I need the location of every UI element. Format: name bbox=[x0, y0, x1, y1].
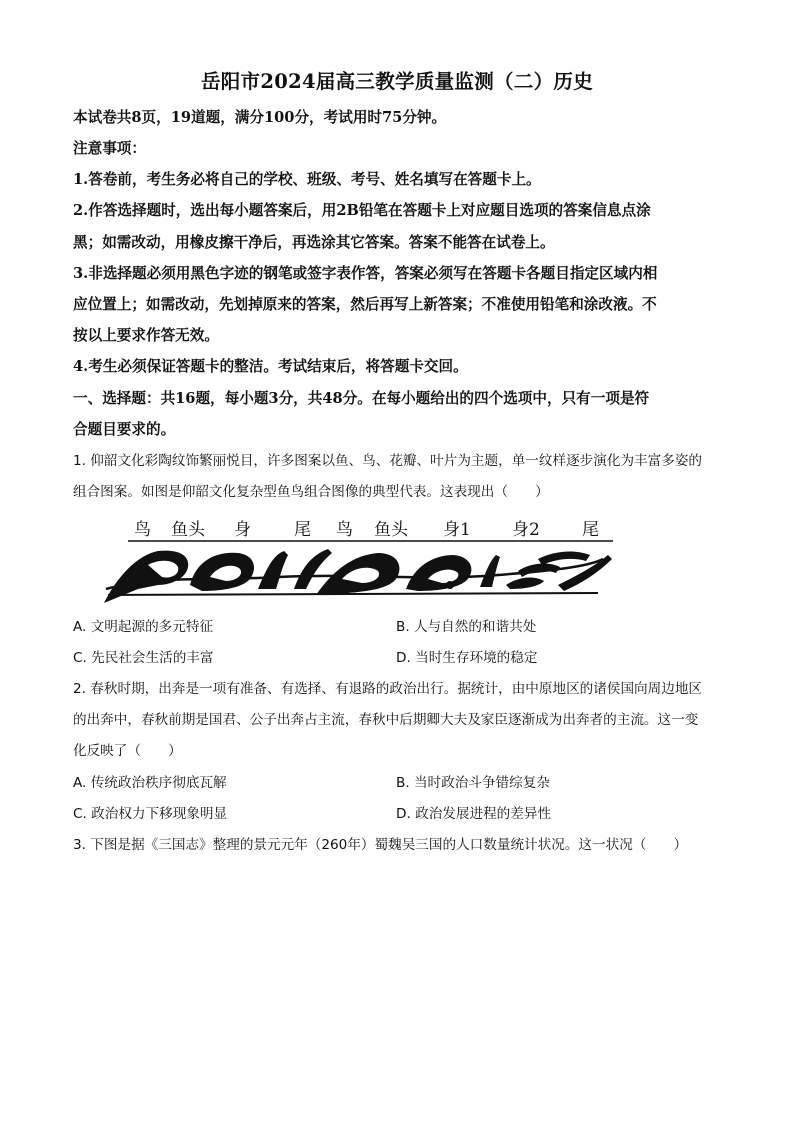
notice-3-line1: 3.非选择题必须用黑色字迹的钢笔或签字表作答，答案必须写在答题卡各题目指定区域内相 bbox=[73, 265, 658, 282]
exam-intro: 本试卷共8页，19道题，满分100分，考试用时75分钟。 bbox=[73, 109, 447, 126]
figure-label: 尾 bbox=[582, 520, 599, 540]
q1-stem-line2: 组合图案。如图是仰韶文化复杂型鱼鸟组合图像的典型代表。这表现出（ ） bbox=[73, 484, 549, 500]
figure-label: 鸟 bbox=[134, 520, 151, 540]
q1-option-a[interactable]: A. 文明起源的多元特征 bbox=[73, 619, 214, 635]
section-1-heading-line2: 合题目要求的。 bbox=[73, 421, 176, 438]
q1-option-c[interactable]: C. 先民社会生活的丰富 bbox=[73, 650, 214, 666]
q2-option-c[interactable]: C. 政治权力下移现象明显 bbox=[73, 806, 228, 822]
pottery-pattern-drawing bbox=[98, 515, 618, 607]
section-1-heading-line1: 一、选择题：共16题，每小题3分，共48分。在每小题给出的四个选项中，只有一项是符 bbox=[73, 390, 650, 407]
q2-option-d[interactable]: D. 政治发展进程的差异性 bbox=[396, 806, 552, 822]
notice-3-line2: 应位置上；如需改动，先划掉原来的答案，然后再写上新答案；不准使用铅笔和涂改液。不 bbox=[73, 296, 657, 313]
q3-stem-line1: 3. 下图是据《三国志》整理的景元元年（260年）蜀魏吴三国的人口数量统计状况。这一状况（ ） bbox=[73, 837, 688, 853]
q1-option-d[interactable]: D. 当时生存环境的稳定 bbox=[396, 650, 538, 666]
fish-bird-pattern-figure bbox=[98, 515, 618, 607]
notice-4: 4.考生必须保证答题卡的整洁。考试结束后，将答题卡交回。 bbox=[73, 358, 468, 375]
notice-1: 1.答卷前，考生务必将自己的学校、班级、考号、姓名填写在答题卡上。 bbox=[73, 171, 541, 188]
q2-stem-line2: 的出奔中，春秋前期是国君、公子出奔占主流，春秋中后期卿大夫及家臣逐渐成为出奔者的主流。这一变 bbox=[73, 712, 699, 728]
q2-option-b[interactable]: B. 当时政治斗争错综复杂 bbox=[396, 775, 550, 791]
figure-label: 鱼头 bbox=[171, 520, 205, 540]
q2-stem-line3: 化反映了（ ） bbox=[73, 743, 182, 759]
figure-label: 尾 bbox=[294, 520, 311, 540]
figure-label: 鸟 bbox=[336, 520, 353, 540]
notice-3-line3: 按以上要求作答无效。 bbox=[73, 327, 219, 344]
figure-label: 鱼头 bbox=[374, 520, 408, 540]
figure-label: 身 bbox=[234, 520, 251, 540]
q1-stem-line1: 1. 仰韶文化彩陶纹饰繁丽悦目，许多图案以鱼、鸟、花瓣、叶片为主题，单一纹样逐步演化为丰富多姿的 bbox=[73, 453, 703, 469]
figure-label: 身1 bbox=[443, 520, 471, 540]
figure-label: 身2 bbox=[512, 520, 540, 540]
q2-option-a[interactable]: A. 传统政治秩序彻底瓦解 bbox=[73, 775, 227, 791]
q1-option-b[interactable]: B. 人与自然的和谐共处 bbox=[396, 619, 537, 635]
q2-stem-line1: 2. 春秋时期，出奔是一项有准备、有选择、有退路的政治出行。据统计，由中原地区的诸侯国向周边地区 bbox=[73, 681, 703, 697]
notice-2-line1: 2.作答选择题时，选出每小题答案后，用2B铅笔在答题卡上对应题目选项的答案信息点涂 bbox=[73, 202, 651, 219]
exam-title: 岳阳市2024届高三教学质量监测（二）历史 bbox=[200, 70, 594, 93]
notice-2-line2: 黑；如需改动，用橡皮擦干净后，再选涂其它答案。答案不能答在试卷上。 bbox=[73, 234, 555, 251]
notice-heading: 注意事项： bbox=[73, 140, 146, 157]
